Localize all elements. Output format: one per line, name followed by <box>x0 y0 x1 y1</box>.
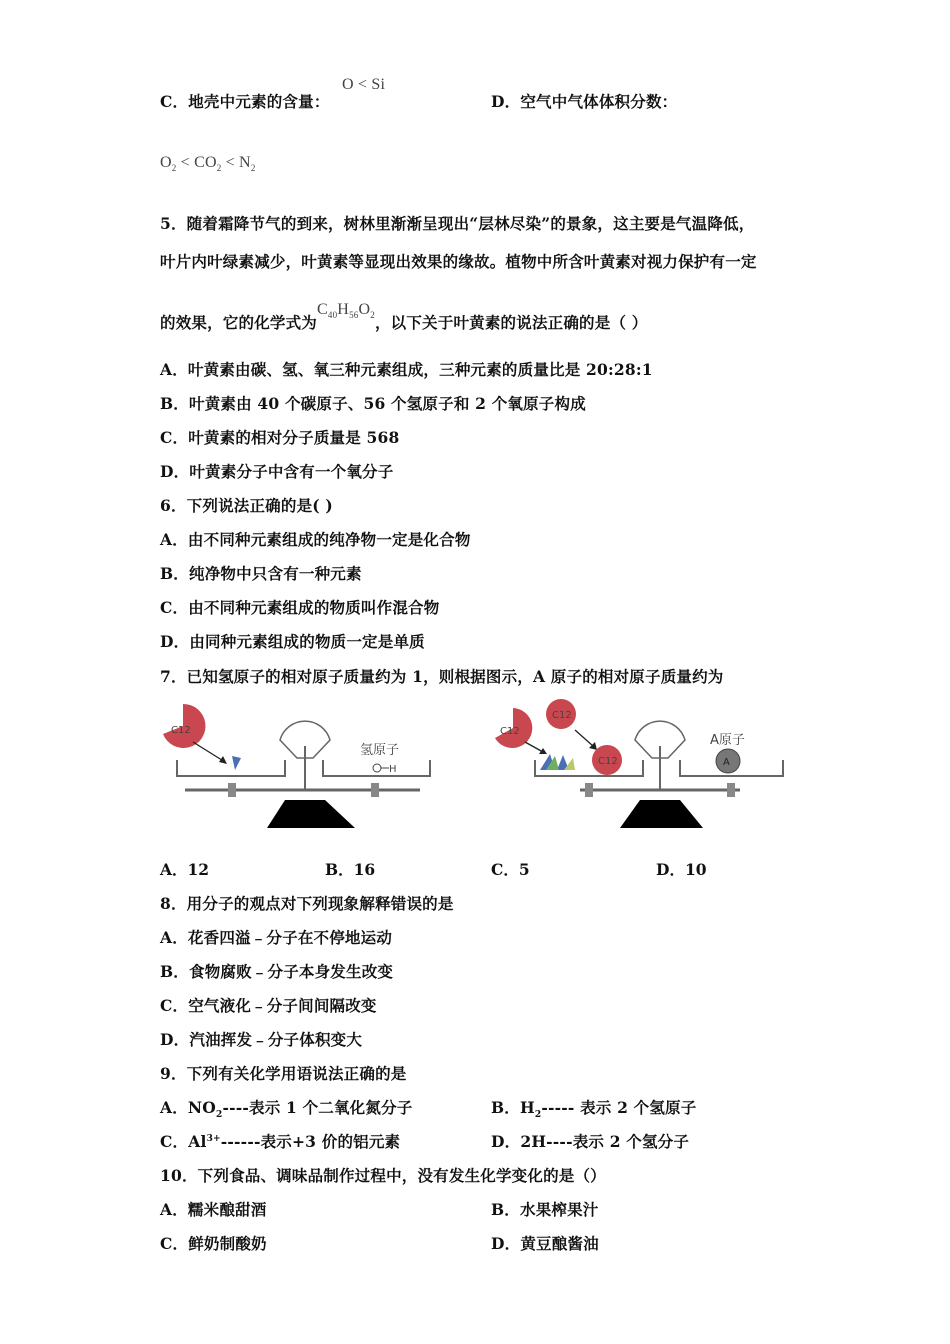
q9-stem: 9．下列有关化学用语说法正确的是 <box>160 1064 407 1083</box>
q8-option-a: A．花香四溢﹣分子在不停地运动 <box>160 928 393 947</box>
q7-option-c: C．5 <box>491 860 530 879</box>
q10-option-c: C．鲜奶制酸奶 <box>160 1234 267 1253</box>
q4-c-formula: O < Si <box>342 76 386 93</box>
q10-option-d: D．黄豆酿酱油 <box>491 1234 599 1253</box>
q9-option-d: D．2H----表示 2 个氢分子 <box>491 1132 690 1151</box>
q4-d-formula: $O_2 < CO_2 < N_2$ <box>160 154 256 174</box>
q10-option-a: A．糯米酿甜酒 <box>160 1200 267 1219</box>
q5-option-c: C．叶黄素的相对分子质量是 568 <box>160 428 400 447</box>
a-atom-label: A原子 <box>710 733 745 748</box>
c12-label-left: C12 <box>171 725 191 736</box>
q6-option-a: A．由不同种元素组成的纯净物一定是化合物 <box>160 530 471 549</box>
q9-option-b: B．$H_2-----$ 表示 2 个氢原子 <box>491 1098 697 1121</box>
q5-stem-line2: 叶片内叶绿素减少，叶黄素等显现出效果的缘故。植物中所含叶黄素对视力保护有一定 <box>160 252 757 271</box>
q6-option-d: D．由同种元素组成的物质一定是单质 <box>160 632 425 651</box>
left-pan <box>177 760 285 776</box>
q6-option-c: C．由不同种元素组成的物质叫作混合物 <box>160 598 440 617</box>
hydrogen-symbol: H <box>389 764 397 775</box>
c12-label-pan: C12 <box>598 756 618 767</box>
q5-stem-line3: 的效果，它的化学式为$C_{40}H_{56}O_2$，以下关于叶黄素的说法正确的是（ ） <box>160 301 648 332</box>
q5-option-b: B．叶黄素由 40 个碳原子、56 个氢原子和 2 个氧原子构成 <box>160 394 586 413</box>
q8-option-c: C．空气液化﹣分子间间隔改变 <box>160 996 377 1015</box>
q5-option-d: D．叶黄素分子中含有一个氧分子 <box>160 462 394 481</box>
c12-label-right: C12 <box>500 726 520 737</box>
c12-label-top: C12 <box>552 710 572 721</box>
q7-option-a: A．12 <box>160 860 210 879</box>
arrow-left <box>193 742 225 762</box>
q10-stem: 10．下列食品、调味品制作过程中，没有发生化学变化的是（） <box>160 1166 606 1185</box>
q8-option-d: D．汽油挥发﹣分子体积变大 <box>160 1030 363 1049</box>
q7-option-d: D．10 <box>656 860 707 879</box>
scale-base <box>267 800 355 828</box>
q4-option-d: D．空气中气体体积分数： <box>491 92 678 111</box>
right-pan <box>323 760 430 776</box>
left-balance <box>163 704 430 828</box>
q6-stem: 6．下列说法正确的是( ) <box>160 496 333 515</box>
q8-stem: 8．用分子的观点对下列现象解释错误的是 <box>160 894 454 913</box>
q7-balance-figure <box>155 698 795 834</box>
hydrogen-atom <box>373 764 381 772</box>
q7-stem: 7．已知氢原子的相对原子质量约为 1，则根据图示，A 原子的相对原子质量约为 <box>160 667 724 686</box>
pie-slice-fragment-left <box>232 756 241 770</box>
q10-option-b: B．水果榨果汁 <box>491 1200 599 1219</box>
q5-stem-line1: 5．随着霜降节气的到来，树林里渐渐呈现出“层林尽染”的景象，这主要是气温降低， <box>160 214 755 233</box>
q8-option-b: B．食物腐败﹣分子本身发生改变 <box>160 962 394 981</box>
hydrogen-label: 氢原子 <box>360 743 400 758</box>
q7-option-b: B．16 <box>325 860 376 879</box>
q6-option-b: B．纯净物中只含有一种元素 <box>160 564 362 583</box>
q5-option-a: A．叶黄素由碳、氢、氧三种元素组成，三种元素的质量比是 20:28:1 <box>160 360 653 379</box>
q9-option-c: C．$Al^{3+}------$表示+3 价的铝元素 <box>160 1132 401 1151</box>
right-balance <box>495 699 783 828</box>
q5-formula: $C_{40}H_{56}O_2$ <box>317 301 375 321</box>
q4-option-c: C．地壳中元素的含量： <box>160 92 330 111</box>
scale-base-2 <box>620 800 703 828</box>
a-atom-symbol: A <box>723 757 730 768</box>
q9-option-a: A．$NO_2----$表示 1 个二氧化氮分子 <box>160 1098 413 1121</box>
